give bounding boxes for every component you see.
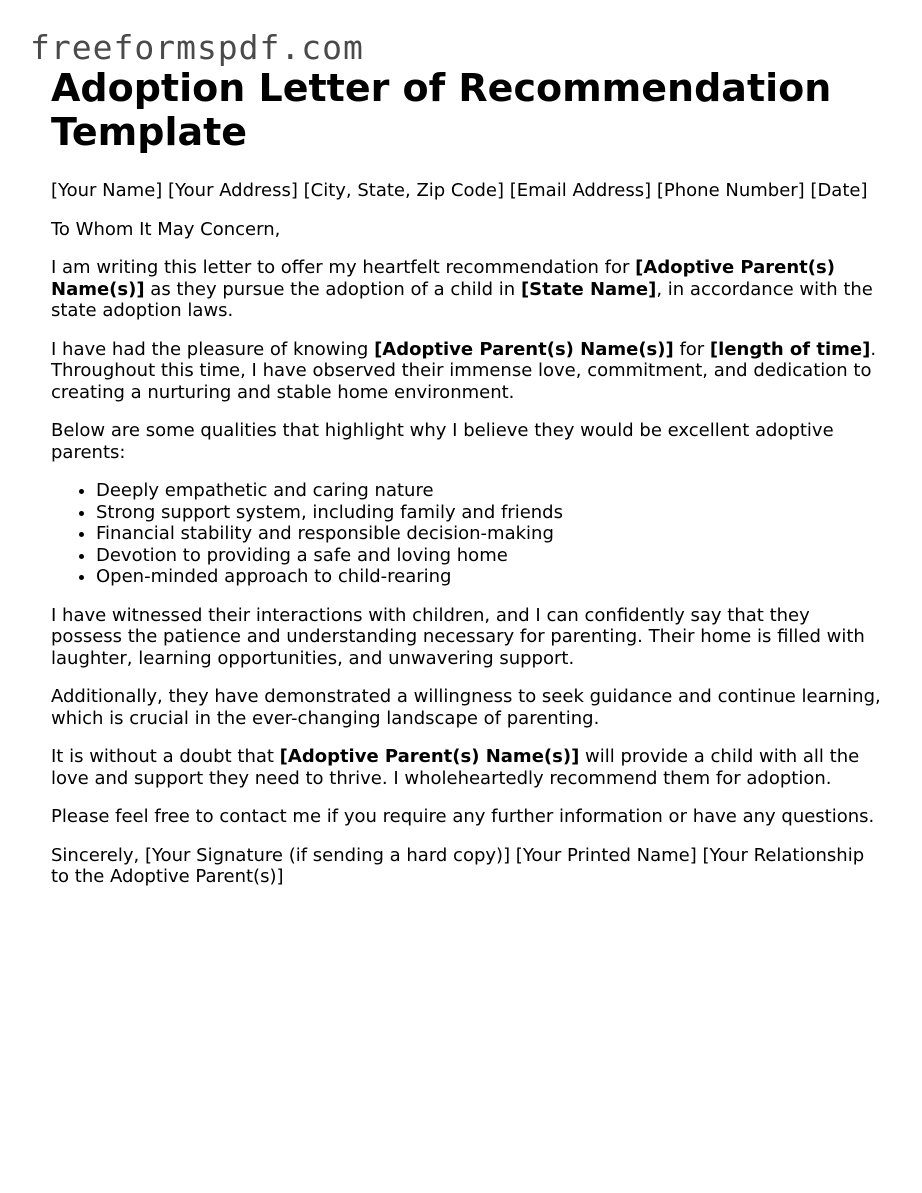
list-item: • Deeply empathetic and caring nature [96,480,881,502]
paragraph-recommendation: I am writing this letter to offer my heartfelt recommendation for [Adoptive Parent(s) Name(s)] as they pursue the adoption of a child in [State Name], in accordance with the state adoption laws. [51,257,873,321]
list-item: • Financial stability and responsible decision-making [96,523,881,545]
list-item: • Devotion to providing a safe and loving home [96,545,881,567]
closing-signature: Sincerely, [Your Signature (if sending a hard copy)] [Your Printed Name] [Your Relationship to the Adoptive Parent(s)] [51,844,865,887]
site-watermark: freeformspdf.com [30,28,364,67]
paragraph-contact: Please feel free to contact me if you require any further information or have any questions. [51,806,875,827]
salutation: To Whom It May Concern, [51,218,281,240]
placeholder-length-of-time: [length of time] [709,338,871,360]
placeholder-parent-names: [Adoptive Parent(s) Name(s)] [51,257,835,300]
paragraph-endorsement: It is without a doubt that [Adoptive Parent(s) Name(s)] will provide a child with all the love and support they need to thrive. I wholeheartedly recommend them for adoption. [51,746,860,789]
paragraph-acquaintance: I have had the pleasure of knowing [Adoptive Parent(s) Name(s)] for [length of time]. Throughout this time, I have observed their immense love, commitment, and dedication to creating a nurturing and stable home environment. [51,338,877,403]
list-item: • Open-minded approach to child-rearing [96,566,881,588]
paragraph-guidance: Additionally, they have demonstrated a willingness to seek guidance and continue learning, which is crucial in the ever-changing landscape of parenting. [51,686,881,729]
letter-document [51,66,881,905]
placeholder-parent-names: [Adoptive Parent(s) Name(s)] [374,338,674,360]
document-title: Adoption Letter of Recommendation Template [51,66,832,154]
qualities-intro: Below are some qualities that highlight why I believe they would be excellent adoptive parents: [51,420,834,463]
qualities-list [51,480,881,588]
sender-info: [Your Name] [Your Address] [City, State, Zip Code] [Email Address] [Phone Number] [Date] [51,180,868,201]
list-item: • Strong support system, including family and friends [96,502,881,524]
placeholder-state-name: [State Name] [520,278,657,300]
placeholder-parent-names: [Adoptive Parent(s) Name(s)] [279,746,580,767]
paragraph-interactions: I have witnessed their interactions with children, and I can confidently say that they possess the patience and understanding necessary for parenting. Their home is filled with laughter, learning opportunities, and unwavering support. [51,604,865,669]
